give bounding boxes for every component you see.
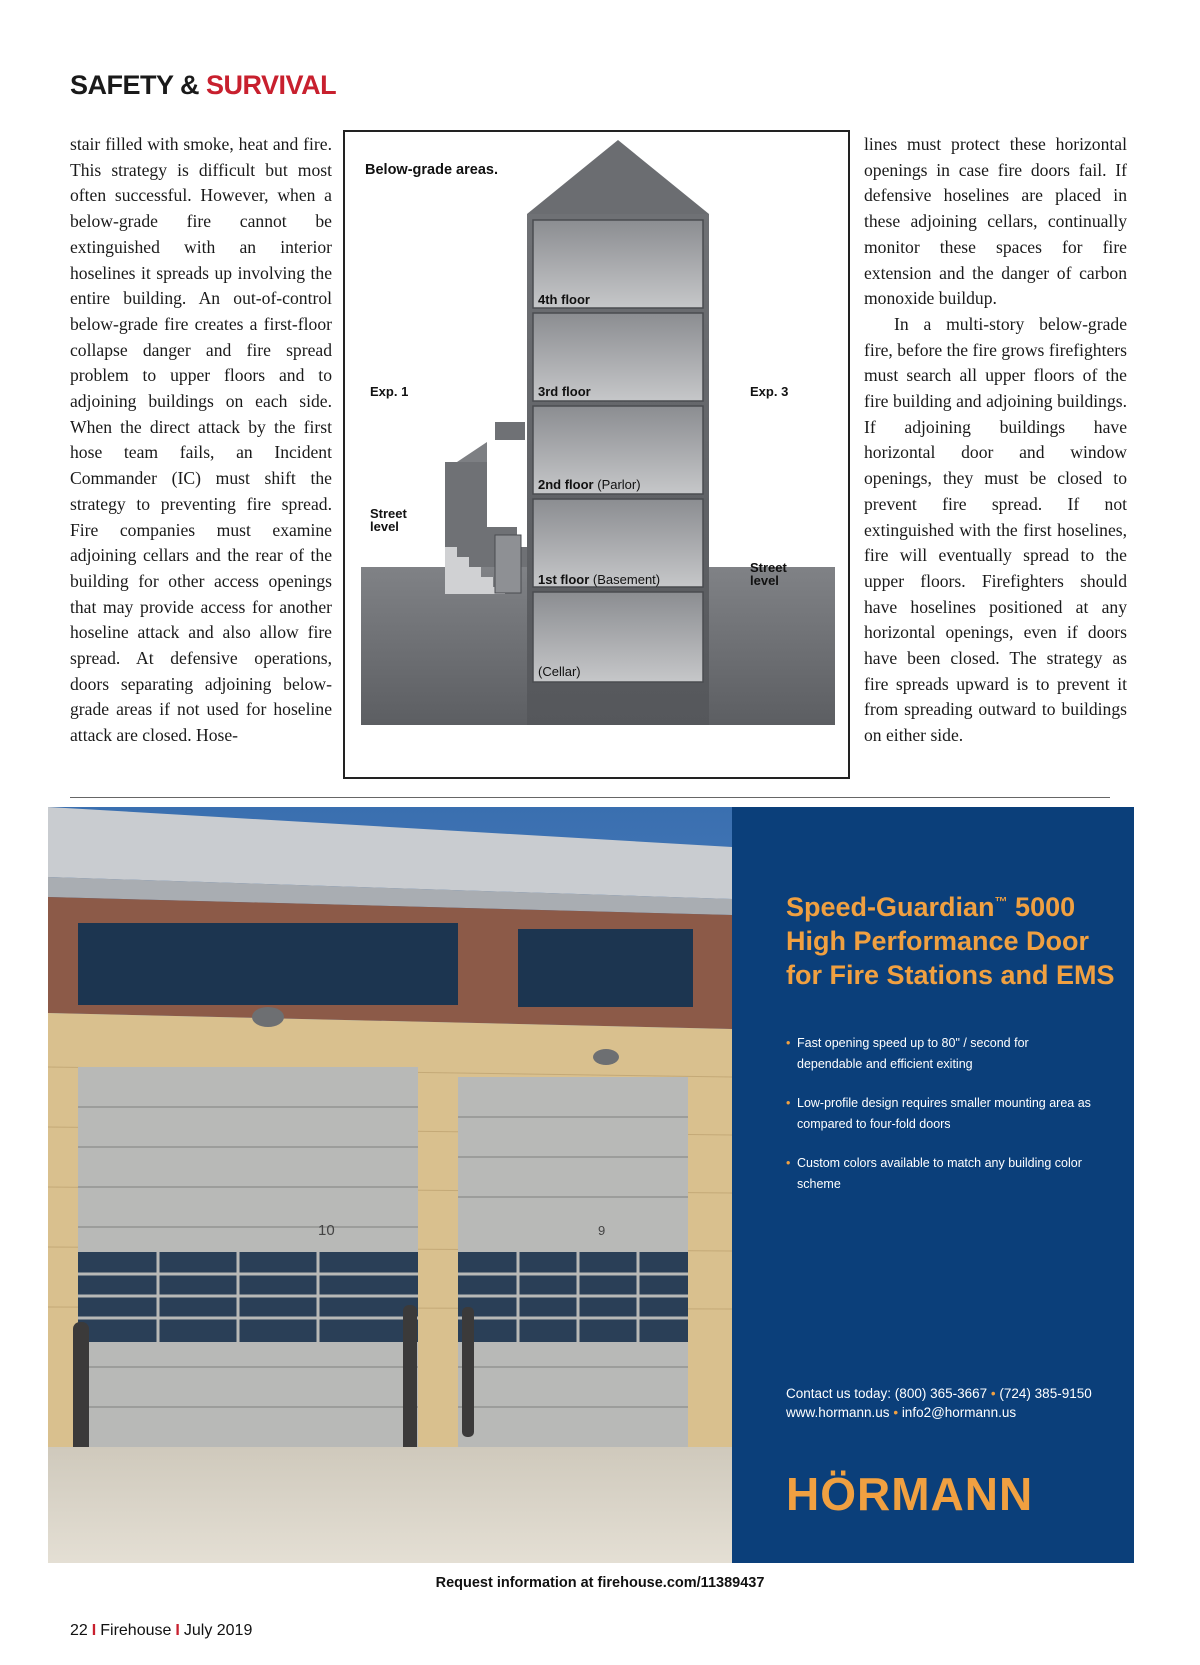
basement-door bbox=[495, 535, 521, 593]
bullet-dot-icon: • bbox=[786, 1036, 791, 1050]
label-2nd-floor: 2nd floor (Parlor) bbox=[538, 477, 641, 492]
stoop-steps bbox=[457, 442, 487, 462]
ad-info-panel bbox=[732, 807, 1134, 1563]
page-number: 22 bbox=[70, 1622, 88, 1639]
label-cellar: (Cellar) bbox=[538, 664, 581, 679]
label-street-level-left-1: Street bbox=[370, 506, 407, 521]
hormann-logo bbox=[786, 1462, 1076, 1527]
trademark-symbol: ™ bbox=[994, 894, 1008, 909]
label-3rd-floor: 3rd floor bbox=[538, 384, 591, 399]
footer-separator: I bbox=[91, 1622, 97, 1639]
ad-bullet-list bbox=[786, 1033, 1096, 1213]
label-4th-floor: 4th floor bbox=[538, 292, 590, 307]
fire-station-illustration bbox=[48, 807, 732, 1563]
separator-dot-icon: • bbox=[990, 1386, 996, 1401]
left-column bbox=[70, 132, 332, 749]
footer-separator: I bbox=[175, 1622, 180, 1639]
ad-title-model: 5000 bbox=[1007, 892, 1076, 922]
roof bbox=[527, 140, 709, 214]
ad-bullet-item: • Low-profile design requires smaller mounting area as compared to four-fold doors bbox=[786, 1093, 1096, 1135]
bullet-dot-icon: • bbox=[786, 1156, 791, 1170]
header-part1: SAFETY & bbox=[70, 70, 207, 100]
door-number-9: 9 bbox=[598, 1223, 606, 1238]
hormann-advertisement bbox=[48, 807, 1134, 1563]
ad-title-line1: Speed-Guardian bbox=[786, 892, 995, 922]
door-number-10: 10 bbox=[318, 1222, 335, 1239]
label-street-level-left-2: level bbox=[370, 519, 399, 534]
building-cross-section-diagram bbox=[345, 132, 848, 777]
label-exp3: Exp. 3 bbox=[750, 384, 789, 399]
ad-bullet-item: • Custom colors available to match any building color scheme bbox=[786, 1153, 1096, 1195]
section-header bbox=[70, 70, 336, 101]
contact-email-link[interactable]: info2@hormann.us bbox=[901, 1405, 1017, 1420]
ad-title-line3: for Fire Stations and EMS bbox=[786, 960, 1115, 990]
page-footer bbox=[70, 1622, 252, 1640]
label-street-level-right-1: Street bbox=[750, 560, 787, 575]
ad-title-line2: High Performance Door bbox=[786, 926, 1090, 956]
below-grade-figure bbox=[343, 130, 850, 779]
header-part2: SURVIVAL bbox=[206, 70, 337, 100]
ad-bullet-item: • Fast opening speed up to 80" / second for dependable and efficient exiting bbox=[786, 1033, 1096, 1075]
stoop-rail bbox=[495, 422, 525, 440]
separator-dot-icon: • bbox=[893, 1405, 899, 1420]
right-column-para1: lines must protect these horizontal openings in case fire doors fail. If defensive hoselines are placed in these adjoining cellars, continually monitor these spaces for fire extension and the danger of carbon monoxide buildup. bbox=[864, 134, 1127, 309]
issue-date: July 2019 bbox=[183, 1622, 253, 1639]
section-divider bbox=[70, 797, 1110, 798]
hormann-logo-mark bbox=[786, 1462, 1076, 1522]
right-column bbox=[864, 132, 1127, 749]
label-1st-floor: 1st floor (Basement) bbox=[538, 572, 661, 587]
fire-station-photo bbox=[48, 807, 732, 1563]
contact-phone-2: (724) 385-9150 bbox=[999, 1386, 1092, 1401]
request-info: Request information at firehouse.com/11389437 bbox=[435, 1575, 765, 1591]
label-street-level-right-2: level bbox=[750, 573, 779, 588]
ad-contact bbox=[786, 1384, 1092, 1422]
contact-phone-1: Contact us today: (800) 365-3667 bbox=[786, 1386, 988, 1401]
label-exp1: Exp. 1 bbox=[370, 384, 409, 399]
magazine-name: Firehouse bbox=[100, 1622, 172, 1639]
contact-website-link[interactable]: www.hormann.us bbox=[786, 1405, 890, 1420]
right-column-para2: In a multi-story below-grade fire, before the fire grows firefighters must search all upper floors of the fire building and adjoining buildings. If adjoining buildings have horizontal door and window openings, they must be closed to prevent fire spread. If not extinguished with the first hoselines, fire will eventually spread to the upper floors. Firefighters should have hoselines positioned at any horizontal openings, even if doors have been closed. The strategy as fire spreads upward is to prevent it from spreading outward to buildings on either side. bbox=[864, 313, 1127, 746]
bullet-dot-icon: • bbox=[786, 1096, 791, 1110]
figure-caption: Below-grade areas. bbox=[365, 162, 498, 178]
hormann-logo-text: HÖRMANN bbox=[786, 1468, 1034, 1520]
left-column-text: stair filled with smoke, heat and fire. This strategy is difficult but most often successful. However, when a below-grade fire cannot be extinguished with an interior hoselines it spreads up involving the entire building. An out-of-control below-grade fire creates a first-floor collapse danger and fire spread problem to upper floors and to adjoining buildings on each side. When the direct attack by the first hose team fails, an Incident Commander (IC) must shift the strategy to preventing fire spread. Fire companies must examine adjoining cellars and the rear of the building for other access openings that may provide access for another hoseline attack and also allow fire spread. At defensive operations, doors separating adjoining below-grade areas if not used for hoseline attack are closed. Hose- bbox=[70, 134, 332, 746]
ad-title bbox=[786, 885, 1126, 992]
